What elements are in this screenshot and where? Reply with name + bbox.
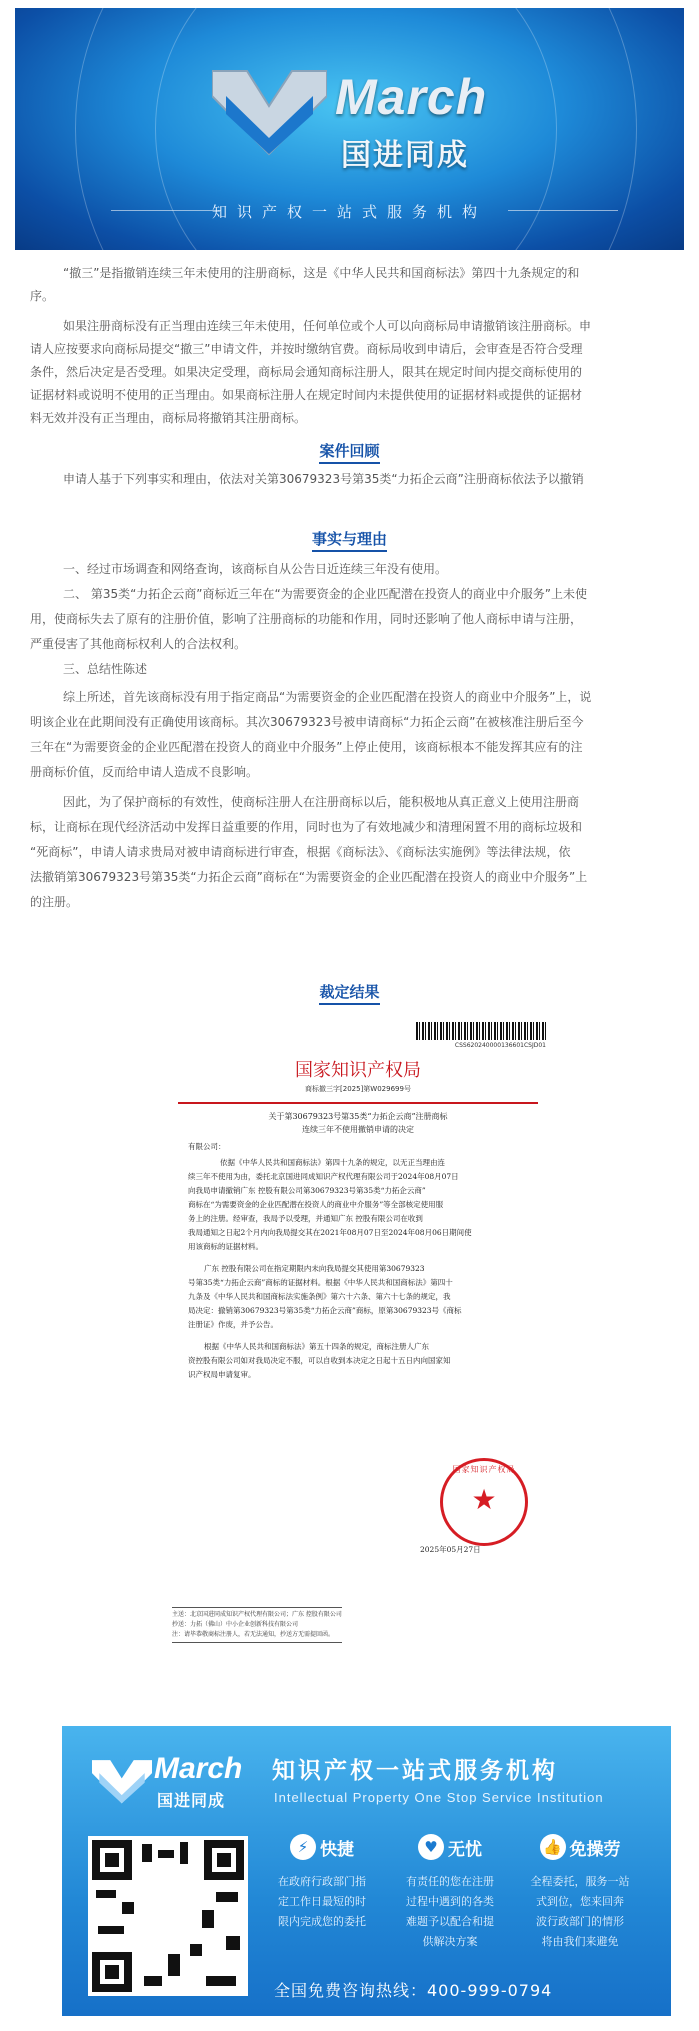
- brand-name-cn: 国进同成: [157, 1791, 226, 1810]
- facts-line: 严重侵害了其他商标权利人的合法权利。: [30, 637, 247, 651]
- reference-number: 商标撤三字[2025]第W029699号: [305, 1085, 411, 1093]
- intro-line: 如果注册商标没有正当理由连续三年未使用，任何单位或个人可以向商标局申请撤销该注册商标。申: [63, 319, 592, 333]
- document-footer: 主送：北京国进同成知识产权代理有限公司；广东 控股有限公司 抄送：力拓（佛山）中小企业创新科技有限公司 注：请毕恭敬商标注册人，若无法通知，抄送方无需提回函。: [172, 1610, 342, 1640]
- facts-line: 三年在“为需要资金的企业匹配潜在投资人的商业中介服务”上停止使用，该商标根本不能发挥其应有的注: [30, 740, 583, 754]
- section-heading-facts: 事实与理由: [0, 528, 699, 549]
- brand-name-cn: 国进同成: [341, 138, 469, 173]
- addressee: 有限公司：: [188, 1142, 226, 1151]
- facts-line: 三、总结性陈述: [63, 662, 148, 676]
- brand-name: March: [335, 69, 488, 125]
- facts-line: 综上所述，首先该商标没有用于指定商品“为需要资金的企业匹配潜在投资人的商业中介服务”上，说: [63, 690, 592, 704]
- feature-fast: ⚡ 快捷 在政府行政部门指 定工作日最短的时 限内完成您的委托: [262, 1834, 382, 1932]
- facts-line: “死商标”，申请人请求贵局对被申请商标进行审查，根据《商标法》、《商标法实施例》等法律法规，依: [30, 845, 571, 859]
- intro-line: “撤三”是指撤销连续三年未使用的注册商标，这是《中华人民共和国商标法》第四十九条规定的和: [63, 266, 580, 280]
- decision-document: [158, 1018, 558, 1658]
- thumbs-up-icon: 👍: [540, 1834, 566, 1860]
- facts-line: 的注册。: [30, 895, 79, 909]
- feature-worry-free: ♥ 无忧 有责任的您在注册 过程中遇到的各类 难题予以配合和提 供解决方案: [390, 1834, 510, 1952]
- barcode: [416, 1022, 546, 1040]
- intro-line: 序。: [30, 289, 55, 303]
- feature-effortless: 👍 免操劳 全程委托，服务一站 式到位，您来回奔 波行政部门的情形 将由我们来避免: [520, 1834, 640, 1952]
- march-logo-icon: [92, 1756, 152, 1806]
- header-banner: [15, 8, 684, 250]
- issuing-authority: 国家知识产权局: [295, 1060, 421, 1081]
- lightning-icon: ⚡: [290, 1834, 316, 1860]
- intro-line: 条件，然后决定是否受理。如果决定受理，商标局会通知商标注册人，限其在规定时间内提交商标使用的: [30, 365, 583, 379]
- promo-banner: [62, 1726, 671, 2016]
- facts-line: 二、 第35类“力拓企云商”商标近三年在“为需要资金的企业匹配潜在投资人的商业中介服务”上未使: [63, 587, 587, 601]
- barcode-number: CSS620240000136601CSJD01: [454, 1042, 546, 1049]
- hotline: 全国免费咨询热线：400-999-0794: [274, 1981, 553, 2000]
- decision-paragraph-2: 广东 控股有限公司在指定期限内未向我局提交其使用第30679323 号第35类“力拓企云商”商标的证据材料。根据《中华人民共和国商标法》第四十 九条及《中华人民共和国商标法实施条例》第六十六条、第六十七条的规定，我 局决定：撤销第30679323号第35类“力拓企云商”商标，原第30679323号《商标 注册证》作废，并予公告。: [188, 1264, 462, 1329]
- march-logo-icon: [212, 66, 327, 156]
- facts-line: 法撤销第30679323号第35类“力拓企云商”商标在“为需要资金的企业匹配潜在投资人的商业中介服务”上: [30, 870, 588, 884]
- decision-paragraph-3: 根据《中华人民共和国商标法》第五十四条的规定，商标注册人广东 资控股有限公司如对我局决定不服，可以自收到本决定之日起十五日内向国家知 识产权局申请复审。: [188, 1342, 451, 1379]
- facts-line: 一、经过市场调查和网络查询，该商标自从公告日近连续三年没有使用。: [63, 562, 448, 576]
- facts-line: 册商标价值，反而给申请人造成不良影响。: [30, 765, 259, 779]
- official-seal: 国家知识产权局 ★: [440, 1458, 528, 1546]
- decision-title: 关于第30679323号第35类“力拓企云商”注册商标 连续三年不使用撤销申请的决定: [268, 1112, 448, 1134]
- promo-subtitle: Intellectual Property One Stop Service Institution: [274, 1790, 604, 1805]
- facts-line: 明该企业在此期间没有正确使用该商标。其次30679323号被申请商标“力拓企云商”在被核准注册后至今: [30, 715, 584, 729]
- section-heading-case: 案件回顾: [0, 440, 699, 461]
- decision-paragraph-1: 依据《中华人民共和国商标法》第四十九条的规定，以无正当理由连 续三年不使用为由，委托北京国进同成知识产权代理有限公司于2024年08月07日 向我局申请撤销广东 控股有限公司第30679323号第35类“力拓企云商” 商标在“为需要资金的企业匹配潜在投资人的商业中介服务”等全部核定使用服 务上的注册。经审查，我局予以受理，并通知广东 控股有限公司在收到 我局通知之日起2个月内向我局提交其在2021年08月07日至2024年08月06日期间使 用该商标的证据材料。: [188, 1158, 472, 1251]
- intro-line: 请人应按要求向商标局提交“撤三”申请文件，并按时缴纳官费。商标局收到申请后，会审查是否符合受理: [30, 342, 583, 356]
- decision-date: 2025年05月27日: [420, 1545, 481, 1554]
- intro-line: 证据材料或说明不使用的正当理由。如果商标注册人在规定时间内未提供使用的证据材料或提供的证据材: [30, 388, 583, 402]
- red-divider: [178, 1102, 538, 1104]
- promo-title: 知识产权一站式服务机构: [272, 1758, 558, 1784]
- intro-line: 料无效并没有正当理由，商标局将撤销其注册商标。: [30, 411, 307, 425]
- facts-line: 标，让商标在现代经济活动中发挥日益重要的作用，同时也为了有效地减少和清理闲置不用的商标垃圾和: [30, 820, 583, 834]
- heart-icon: ♥: [418, 1834, 444, 1860]
- case-text: 申请人基于下列事实和理由，依法对关第30679323号第35类“力拓企云商”注册商标依法予以撤销: [63, 472, 584, 486]
- banner-slogan: 知识产权一站式服务机构: [211, 203, 487, 221]
- section-heading-result: 裁定结果: [0, 981, 699, 1002]
- facts-line: 用，使商标失去了原有的注册价值，影响了注册商标的功能和作用，同时还影响了他人商标申请与注册，: [30, 612, 583, 626]
- star-icon: ★: [471, 1483, 497, 1516]
- qr-code: [88, 1836, 248, 1996]
- facts-line: 因此，为了保护商标的有效性，使商标注册人在注册商标以后，能积极地从真正意义上使用注册商: [63, 795, 580, 809]
- brand-name: March: [154, 1752, 243, 1785]
